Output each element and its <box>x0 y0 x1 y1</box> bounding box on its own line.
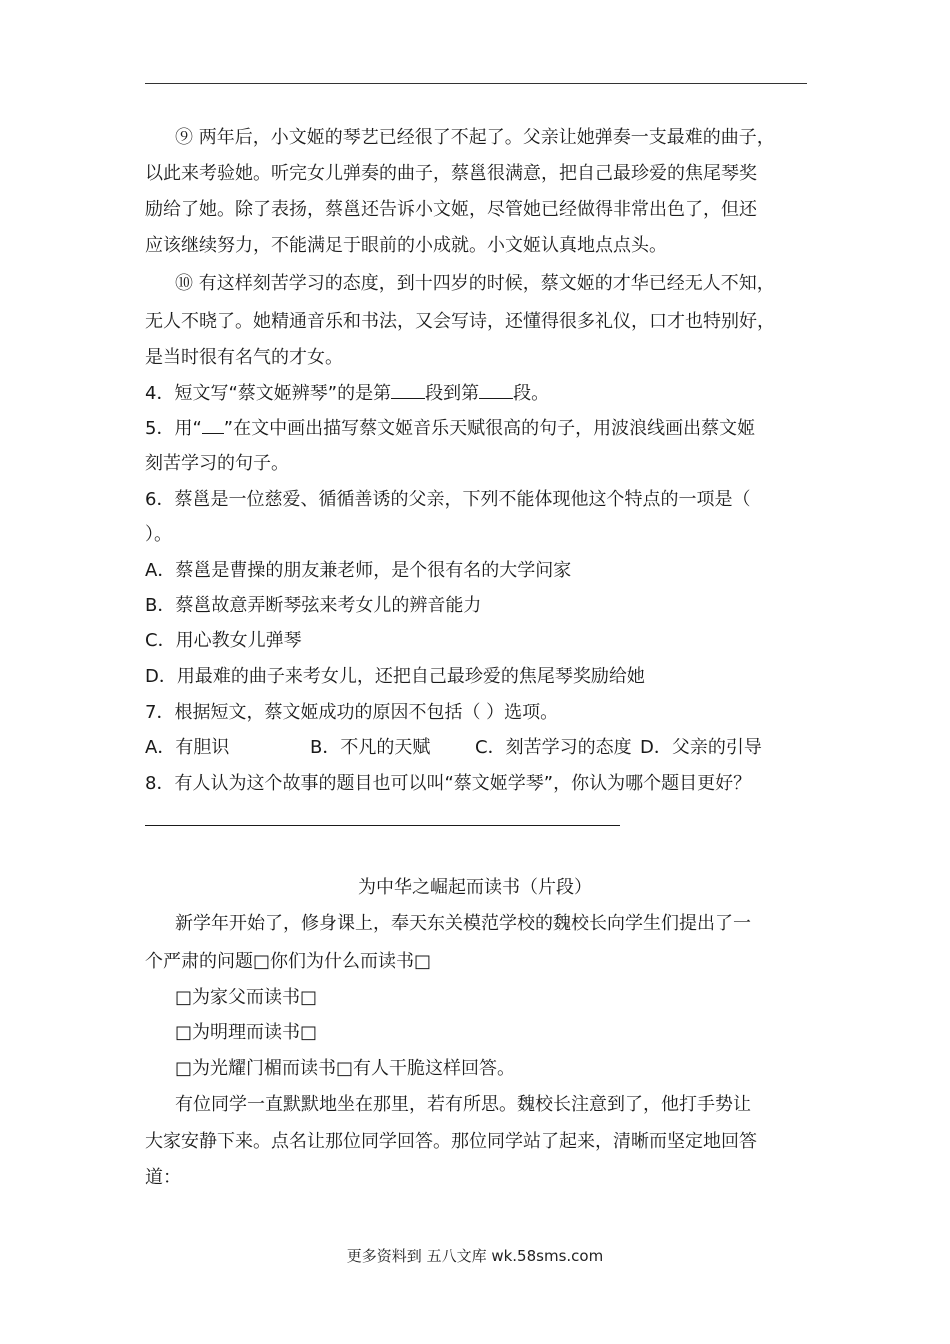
p2-line-1: 新学年开始了，修身课上，奉天东关模范学校的魏校长向学生们提出了一 <box>175 913 751 934</box>
p2-line-8: 道： <box>145 1167 181 1188</box>
q4-blank-start[interactable] <box>391 382 425 399</box>
p2-line-7: 大家安静下来。点名让那位同学回答。那位同学站了起来，清晰而坚定地回答 <box>145 1131 757 1152</box>
q6-option-b[interactable]: B．蔡邕故意弄断琴弦来考女儿的辨音能力 <box>145 595 482 616</box>
question-5-line-2: 刻苦学习的句子。 <box>145 453 289 474</box>
p2-line-6: 有位同学一直默默地坐在那里，若有所思。魏校长注意到了，他打手势让 <box>175 1094 751 1115</box>
question-5 <box>145 411 755 447</box>
q5-text: ”在文中画出描写蔡文姬音乐天赋很高的句子，用波浪线画出蔡文姬 <box>223 418 756 439</box>
q5-underline-sample <box>202 417 224 434</box>
q4-prefix: 4．短文写“蔡文姬辨琴”的是第 <box>145 383 392 404</box>
q8-answer-line[interactable] <box>145 825 620 826</box>
question-7: 7．根据短文，蔡文姬成功的原因不包括（ ）选项。 <box>145 702 559 723</box>
q6-option-d[interactable]: D．用最难的曲子来考女儿，还把自己最珍爱的焦尾琴奖励给她 <box>145 666 645 687</box>
q7-option-a[interactable]: A．有胆识 <box>145 737 230 758</box>
p2-line-3: □为家父而读书□ <box>175 987 318 1008</box>
question-4 <box>145 376 549 412</box>
question-8: 8．有人认为这个故事的题目也可以叫“蔡文姬学琴”，你认为哪个题目更好？ <box>145 773 752 794</box>
p2-line-4: □为明理而读书□ <box>175 1022 318 1043</box>
q5-prefix: 5．用“ <box>145 418 202 439</box>
passage-2-title: 为中华之崛起而读书（片段） <box>358 877 592 898</box>
p10-line-3: 是当时很有名气的才女。 <box>145 347 343 368</box>
question-6-line-2: ）。 <box>145 524 172 545</box>
q6-option-a[interactable]: A．蔡邕是曹操的朋友兼老师，是个很有名的大学问家 <box>145 560 572 581</box>
p2-line-2: 个严肃的问题□你们为什么而读书□ <box>145 951 432 972</box>
q7-option-b[interactable]: B．不凡的天赋 <box>310 737 431 758</box>
q4-mid: 段到第 <box>425 383 480 404</box>
p2-line-5: □为光耀门楣而读书□有人干脆这样回答。 <box>175 1058 516 1079</box>
p9-line-1: ⑨ 两年后，小文姬的琴艺已经很了不起了。父亲让她弹奏一支最难的曲子， <box>175 127 775 148</box>
p9-line-4: 应该继续努力，不能满足于眼前的小成就。小文姬认真地点点头。 <box>145 235 667 256</box>
q4-blank-end[interactable] <box>479 382 513 399</box>
q7-option-d[interactable]: D．父亲的引导 <box>640 737 762 758</box>
q6-option-c[interactable]: C．用心教女儿弹琴 <box>145 630 302 651</box>
footer-link[interactable]: 更多资料到 五八文库 wk.58sms.com <box>346 1247 604 1265</box>
q7-option-c[interactable]: C．刻苦学习的态度 <box>475 737 632 758</box>
p9-line-2: 以此来考验她。听完女儿弹奏的曲子，蔡邕很满意，把自己最珍爱的焦尾琴奖 <box>145 163 757 184</box>
p9-line-3: 励给了她。除了表扬，蔡邕还告诉小文姬，尽管她已经做得非常出色了，但还 <box>145 199 757 220</box>
p10-line-1: ⑩ 有这样刻苦学习的态度，到十四岁的时候，蔡文姬的才华已经无人不知， <box>175 273 775 294</box>
p10-line-2: 无人不晓了。她精通音乐和书法，又会写诗，还懂得很多礼仪，口才也特别好， <box>145 311 775 332</box>
q4-suffix: 段。 <box>513 383 550 404</box>
question-6: 6．蔡邕是一位慈爱、循循善诱的父亲，下列不能体现他这个特点的一项是（ <box>145 489 751 510</box>
header-rule <box>145 83 807 84</box>
